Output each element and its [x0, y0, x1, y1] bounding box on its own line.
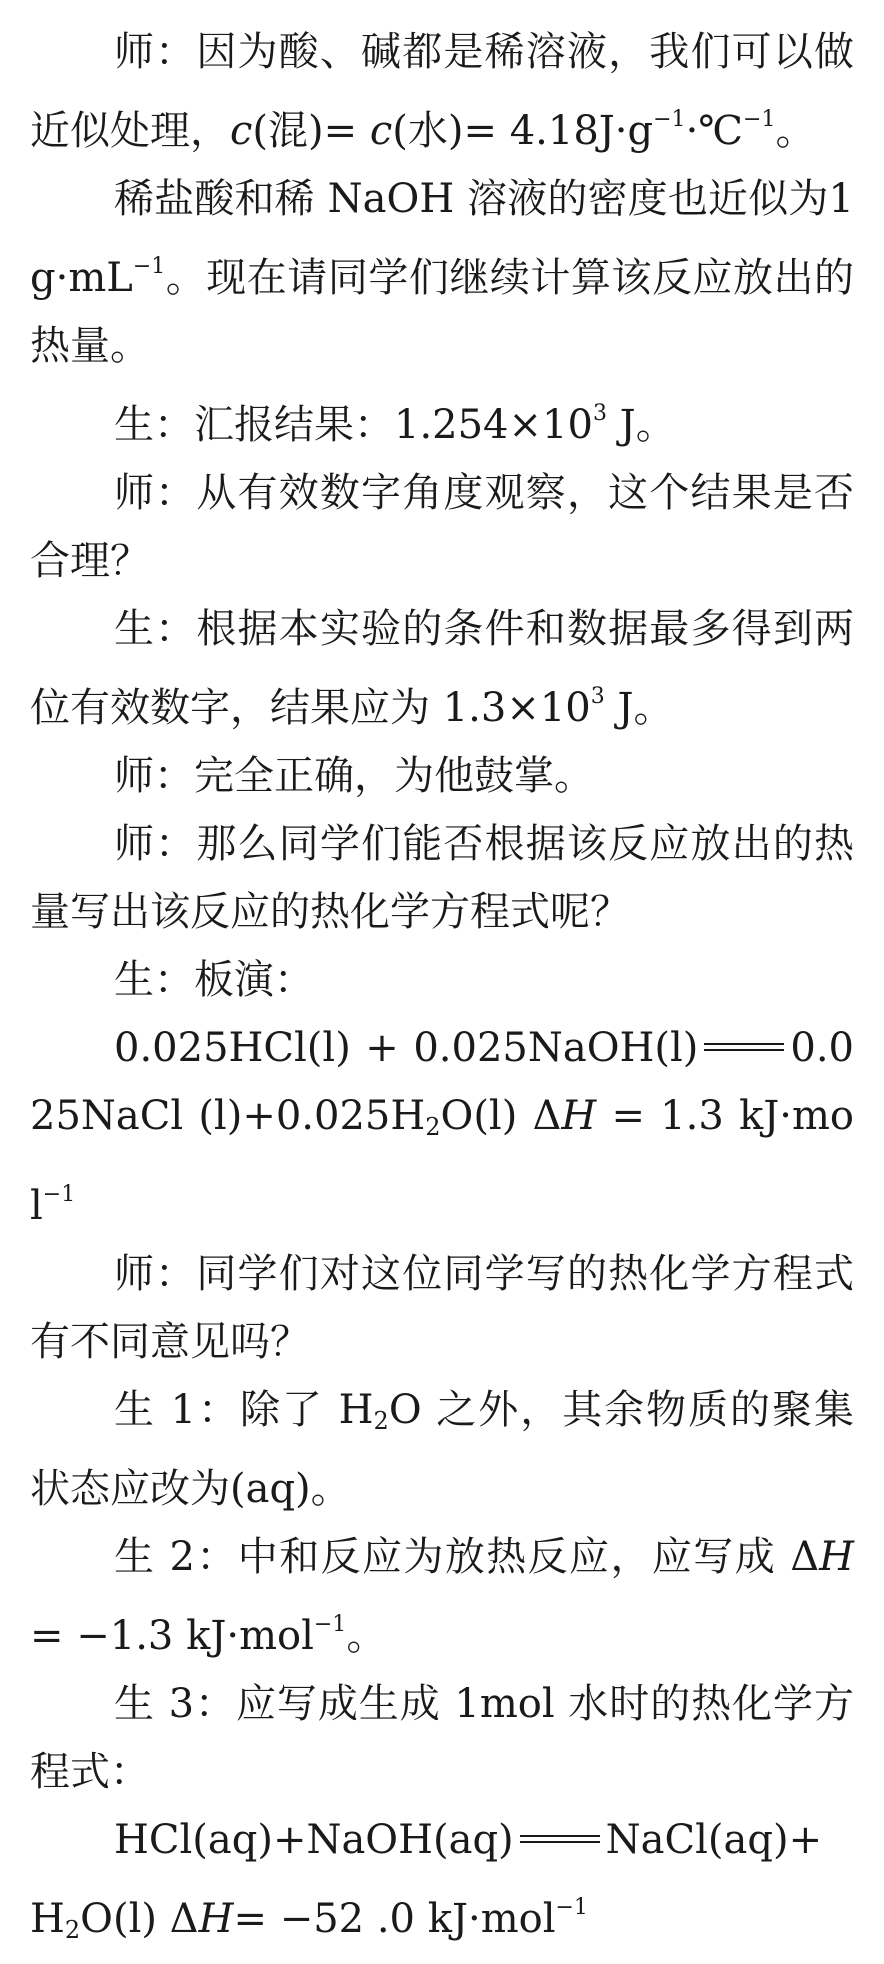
text-run: (水)= 4.18J·g	[392, 108, 654, 154]
document-page	[30, 18, 854, 1964]
text-run: ·℃	[685, 108, 744, 154]
subscript: 2	[373, 1407, 389, 1435]
equation-reactants: HCl(aq)+NaOH(aq)	[114, 1817, 514, 1863]
paragraph-teacher-equation-prompt	[30, 810, 854, 946]
superscript: 3	[592, 401, 607, 426]
text-run: 师：因为酸、碱都是稀溶液，我们可以做近似处理，	[30, 29, 854, 154]
text-run: J。	[604, 685, 674, 731]
subscript: 2	[425, 1113, 441, 1141]
text-run: O(l) Δ	[440, 1093, 562, 1139]
equation-student-draft	[30, 1014, 854, 1240]
superscript: −1	[42, 1182, 76, 1207]
text-run: O 之外，其余物质的聚集状态应改为(aq)。	[30, 1387, 854, 1512]
text-run: O(l) Δ	[80, 1896, 199, 1942]
text-run: 生：板演：	[114, 957, 314, 1003]
equation-final	[30, 1806, 854, 1964]
text-run: 师：同学们对这位同学写的热化学方程式有不同意见吗？	[30, 1251, 854, 1365]
equals-sign-icon	[520, 1835, 600, 1843]
equation-products: NaCl(aq)+H	[30, 1817, 823, 1942]
text-run: 。	[346, 1613, 387, 1659]
text-run: 师：完全正确，为他鼓掌。	[114, 753, 594, 799]
paragraph-teacher-question	[30, 459, 854, 595]
superscript: 3	[590, 684, 605, 709]
text-run: 生 1：除了 H	[114, 1387, 374, 1433]
text-run: 。现在请同学们继续计算该反应放出的热量。	[30, 255, 854, 369]
superscript: −1	[743, 107, 776, 132]
text-run: (混)=	[252, 108, 370, 154]
paragraph-density-note	[30, 165, 854, 380]
variable-h: H	[198, 1896, 234, 1942]
text-run: 生 2：中和反应为放热反应，应写成 Δ	[114, 1534, 820, 1580]
text-run: J。	[606, 402, 676, 448]
superscript: −1	[653, 107, 686, 132]
text-run: 生：汇报结果：1.254×10	[114, 402, 593, 448]
superscript: −1	[555, 1895, 588, 1920]
equation-products: 0.025NaCl (l)+0.025H	[30, 1025, 854, 1139]
paragraph-student-sigfig	[30, 595, 854, 742]
subscript: 2	[64, 1916, 81, 1944]
equals-sign-icon	[704, 1043, 784, 1051]
text-run: = 1.3 kJ·mol	[30, 1093, 854, 1229]
paragraph-teacher-praise	[30, 742, 854, 810]
variable-c: c	[230, 108, 253, 154]
paragraph-student-board	[30, 946, 854, 1014]
variable-h: H	[561, 1093, 597, 1139]
text-run: 生 3：应写成生成 1mol 水时的热化学方程式：	[30, 1681, 854, 1795]
variable-h: H	[819, 1534, 854, 1580]
text-run: 稀盐酸和稀 NaOH 溶液的密度也近似为1g·mL	[30, 176, 854, 301]
paragraph-student-result	[30, 380, 854, 459]
text-run: 生：根据本实验的条件和数据最多得到两位有效数字，结果应为 1.3×10	[30, 606, 854, 731]
paragraph-student1	[30, 1376, 854, 1523]
superscript: −1	[313, 1612, 347, 1637]
text-run: = −1.3 kJ·mol	[30, 1613, 314, 1659]
paragraph-student2	[30, 1523, 854, 1670]
paragraph-student3	[30, 1670, 854, 1806]
superscript: −1	[132, 254, 166, 279]
equation-reactants: 0.025HCl(l) + 0.025NaOH(l)	[114, 1025, 699, 1071]
paragraph-teacher-approximation	[30, 18, 854, 165]
text-run: = −52 .0 kJ·mol	[233, 1896, 556, 1942]
paragraph-teacher-ask-opinions	[30, 1240, 854, 1376]
text-run: 。	[775, 108, 816, 154]
text-run: 师：那么同学们能否根据该反应放出的热量写出该反应的热化学方程式呢？	[30, 821, 854, 935]
text-run: 师：从有效数字角度观察，这个结果是否合理？	[30, 470, 854, 584]
variable-c: c	[369, 108, 393, 154]
